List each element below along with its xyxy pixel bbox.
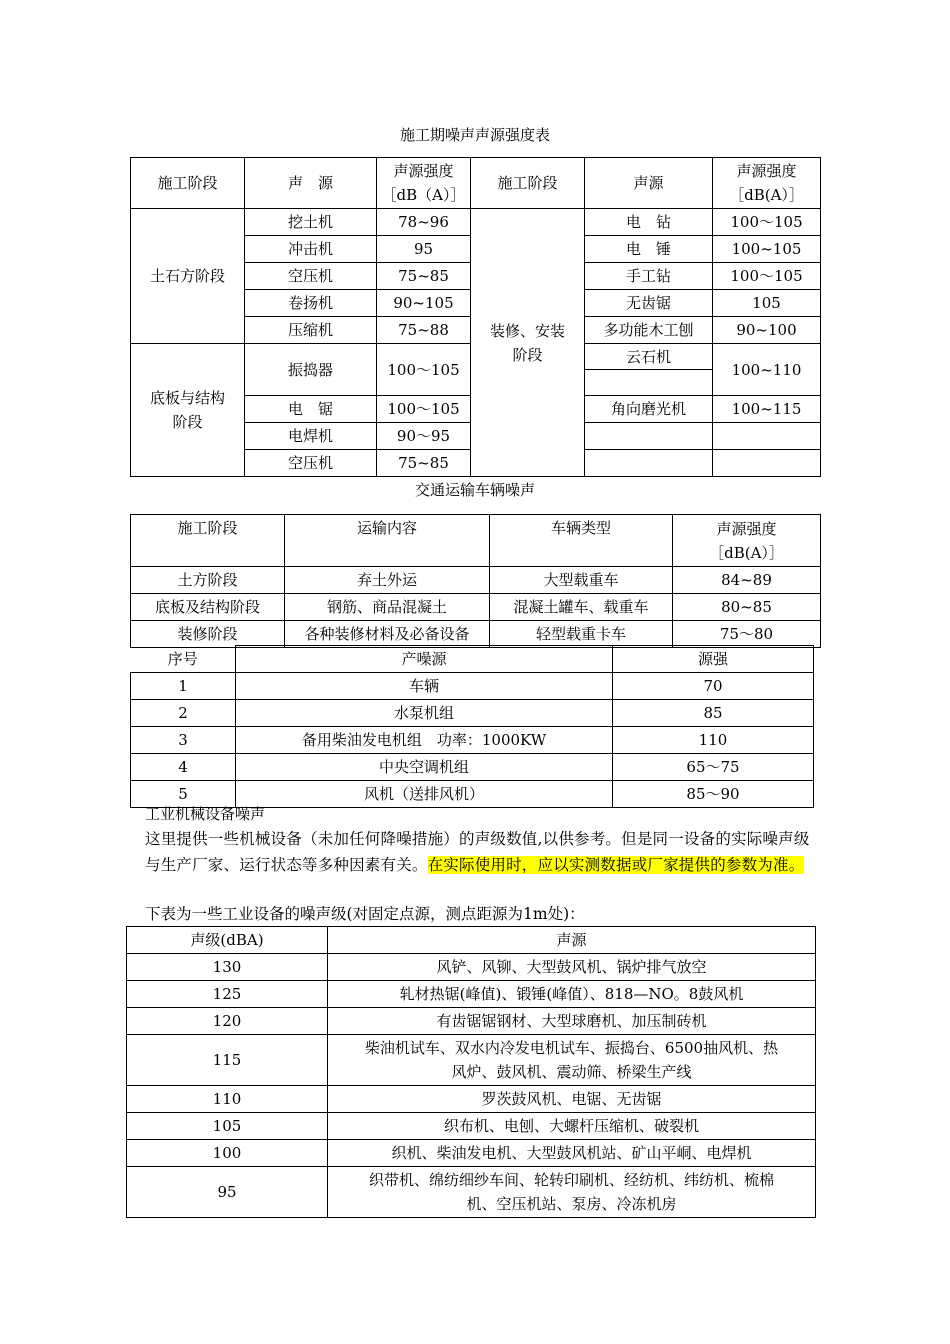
- empty-cell: [585, 450, 713, 477]
- intro-paragraph: [145, 826, 815, 878]
- level-cell: 115: [127, 1035, 328, 1086]
- level-cell: 105: [127, 1113, 328, 1140]
- level-cell: 100～105: [713, 209, 821, 236]
- header-level: 声源强度 ［dB(A）］: [673, 515, 821, 567]
- level-cell: 95: [127, 1167, 328, 1218]
- no-cell: 2: [131, 700, 236, 727]
- source-cell: 柴油机试车、双水内冷发电机试车、振捣台、6500抽风机、热 风炉、鼓风机、震动筛、桥梁生产线: [328, 1035, 816, 1086]
- source-cell: 备用柴油发电机组 功率：1000KW: [236, 727, 613, 754]
- source-cell: 冲击机: [245, 236, 377, 263]
- source-cell: 卷扬机: [245, 290, 377, 317]
- vehicle-cell: 轻型载重卡车: [490, 621, 673, 648]
- construction-noise-table: [130, 157, 821, 477]
- facility-noise-table: [130, 645, 814, 808]
- source-cell: 罗茨鼓风机、电锯、无齿锯: [328, 1086, 816, 1113]
- no-cell: 4: [131, 754, 236, 781]
- source-cell: 电 锯: [245, 396, 377, 423]
- stage-foundation: 底板与结构 阶段: [131, 344, 245, 477]
- level-cell: 75~88: [377, 317, 471, 344]
- header-vehicle: 车辆类型: [490, 515, 673, 567]
- source-cell: 云石机: [585, 344, 713, 370]
- level-cell: 90~105: [377, 290, 471, 317]
- source-cell: 轧材热锯(峰值)、锻锤(峰值）、818—NO。8鼓风机: [328, 981, 816, 1008]
- header-stage-2: 施工阶段: [471, 158, 585, 209]
- intro-text: 这里提供一些机械设备（未加任何降噪措施）的声级数值,以供参考。但是同一设备的实际噪声级与生产厂家、运行状态等多种因素有关。: [145, 830, 810, 874]
- level-cell: 100～105: [377, 344, 471, 396]
- source-cell: 挖土机: [245, 209, 377, 236]
- level-cell: 70: [613, 673, 814, 700]
- level-cell: 85～90: [613, 781, 814, 808]
- content-cell: 钢筋、商品混凝土: [285, 594, 490, 621]
- empty-cell: [585, 423, 713, 450]
- no-cell: 1: [131, 673, 236, 700]
- level-cell: 125: [127, 981, 328, 1008]
- stage-cell: 装修阶段: [131, 621, 285, 648]
- level-cell: 75~85: [377, 263, 471, 290]
- level-cell: 78~96: [377, 209, 471, 236]
- stage-cell: 底板及结构阶段: [131, 594, 285, 621]
- header-source: 声 源: [245, 158, 377, 209]
- source-cell: 多功能木工刨: [585, 317, 713, 344]
- level-cell: 90～95: [377, 423, 471, 450]
- level-cell: 100～105: [377, 396, 471, 423]
- empty-cell: [585, 370, 713, 396]
- source-cell: 角向磨光机: [585, 396, 713, 423]
- header-source-2: 声源: [585, 158, 713, 209]
- stage-decoration: 装修、安装 阶段: [471, 209, 585, 477]
- level-cell: 100～105: [713, 263, 821, 290]
- content-cell: 各种装修材料及必备设备: [285, 621, 490, 648]
- header-content: 运输内容: [285, 515, 490, 567]
- header-no: 序号: [131, 646, 236, 673]
- level-cell: 65～75: [613, 754, 814, 781]
- source-cell: 手工钻: [585, 263, 713, 290]
- empty-cell: [713, 423, 821, 450]
- source-cell: 风机（送排风机）: [236, 781, 613, 808]
- level-cell: 84~89: [673, 567, 821, 594]
- header-source: 声源: [328, 927, 816, 954]
- level-cell: 100~115: [713, 396, 821, 423]
- level-cell: 100~105: [713, 236, 821, 263]
- industrial-noise-table: [126, 926, 816, 1218]
- level-cell: 120: [127, 1008, 328, 1035]
- header-level-2: 声源强度 ［dB(A）］: [713, 158, 821, 209]
- level-cell: 130: [127, 954, 328, 981]
- header-level: 声级(dBA): [127, 927, 328, 954]
- level-cell: 80~85: [673, 594, 821, 621]
- source-cell: 水泵机组: [236, 700, 613, 727]
- table-intro: 下表为一些工业设备的噪声级(对固定点源，测点距源为1m处)：: [145, 905, 585, 923]
- header-level: 源强: [613, 646, 814, 673]
- source-cell: 振捣器: [245, 344, 377, 396]
- source-cell: 无齿锯: [585, 290, 713, 317]
- source-cell: 压缩机: [245, 317, 377, 344]
- vehicle-cell: 混凝土罐车、载重车: [490, 594, 673, 621]
- header-level: 声源强度 ［dB（A）］: [377, 158, 471, 209]
- header-stage: 施工阶段: [131, 515, 285, 567]
- header-stage: 施工阶段: [131, 158, 245, 209]
- source-cell: 中央空调机组: [236, 754, 613, 781]
- source-cell: 车辆: [236, 673, 613, 700]
- no-cell: 5: [131, 781, 236, 808]
- source-cell: 空压机: [245, 263, 377, 290]
- stage-cell: 土方阶段: [131, 567, 285, 594]
- level-cell: 85: [613, 700, 814, 727]
- level-cell: 90~100: [713, 317, 821, 344]
- source-cell: 电 锤: [585, 236, 713, 263]
- vehicle-cell: 大型载重车: [490, 567, 673, 594]
- table1-title: 施工期噪声声源强度表: [399, 126, 550, 144]
- level-cell: 75～80: [673, 621, 821, 648]
- stage-earthwork: 土石方阶段: [131, 209, 245, 344]
- source-cell: 织带机、绵纺细纱车间、轮转印刷机、经纺机、纬纺机、梳棉 机、空压机站、泵房、冷冻机房: [328, 1167, 816, 1218]
- level-cell: 110: [613, 727, 814, 754]
- empty-cell: [713, 450, 821, 477]
- content-cell: 弃土外运: [285, 567, 490, 594]
- section-heading: 工业机械设备噪声: [145, 805, 266, 823]
- source-cell: 风铲、风铆、大型鼓风机、锅炉排气放空: [328, 954, 816, 981]
- level-cell: 100~110: [713, 344, 821, 396]
- source-cell: 织机、柴油发电机、大型鼓风机站、矿山平峒、电焊机: [328, 1140, 816, 1167]
- table2-title: 交通运输车辆噪声: [414, 481, 535, 499]
- no-cell: 3: [131, 727, 236, 754]
- header-source: 产噪源: [236, 646, 613, 673]
- level-cell: 110: [127, 1086, 328, 1113]
- transport-noise-table: [130, 514, 821, 648]
- source-cell: 织布机、电刨、大螺杆压缩机、破裂机: [328, 1113, 816, 1140]
- source-cell: 电 钻: [585, 209, 713, 236]
- level-cell: 95: [377, 236, 471, 263]
- source-cell: 有齿锯锯钢材、大型球磨机、加压制砖机: [328, 1008, 816, 1035]
- level-cell: 105: [713, 290, 821, 317]
- source-cell: 空压机: [245, 450, 377, 477]
- source-cell: 电焊机: [245, 423, 377, 450]
- level-cell: 75~85: [377, 450, 471, 477]
- highlighted-note: 在实际使用时，应以实测数据或厂家提供的参数为准。: [427, 856, 805, 874]
- level-cell: 100: [127, 1140, 328, 1167]
